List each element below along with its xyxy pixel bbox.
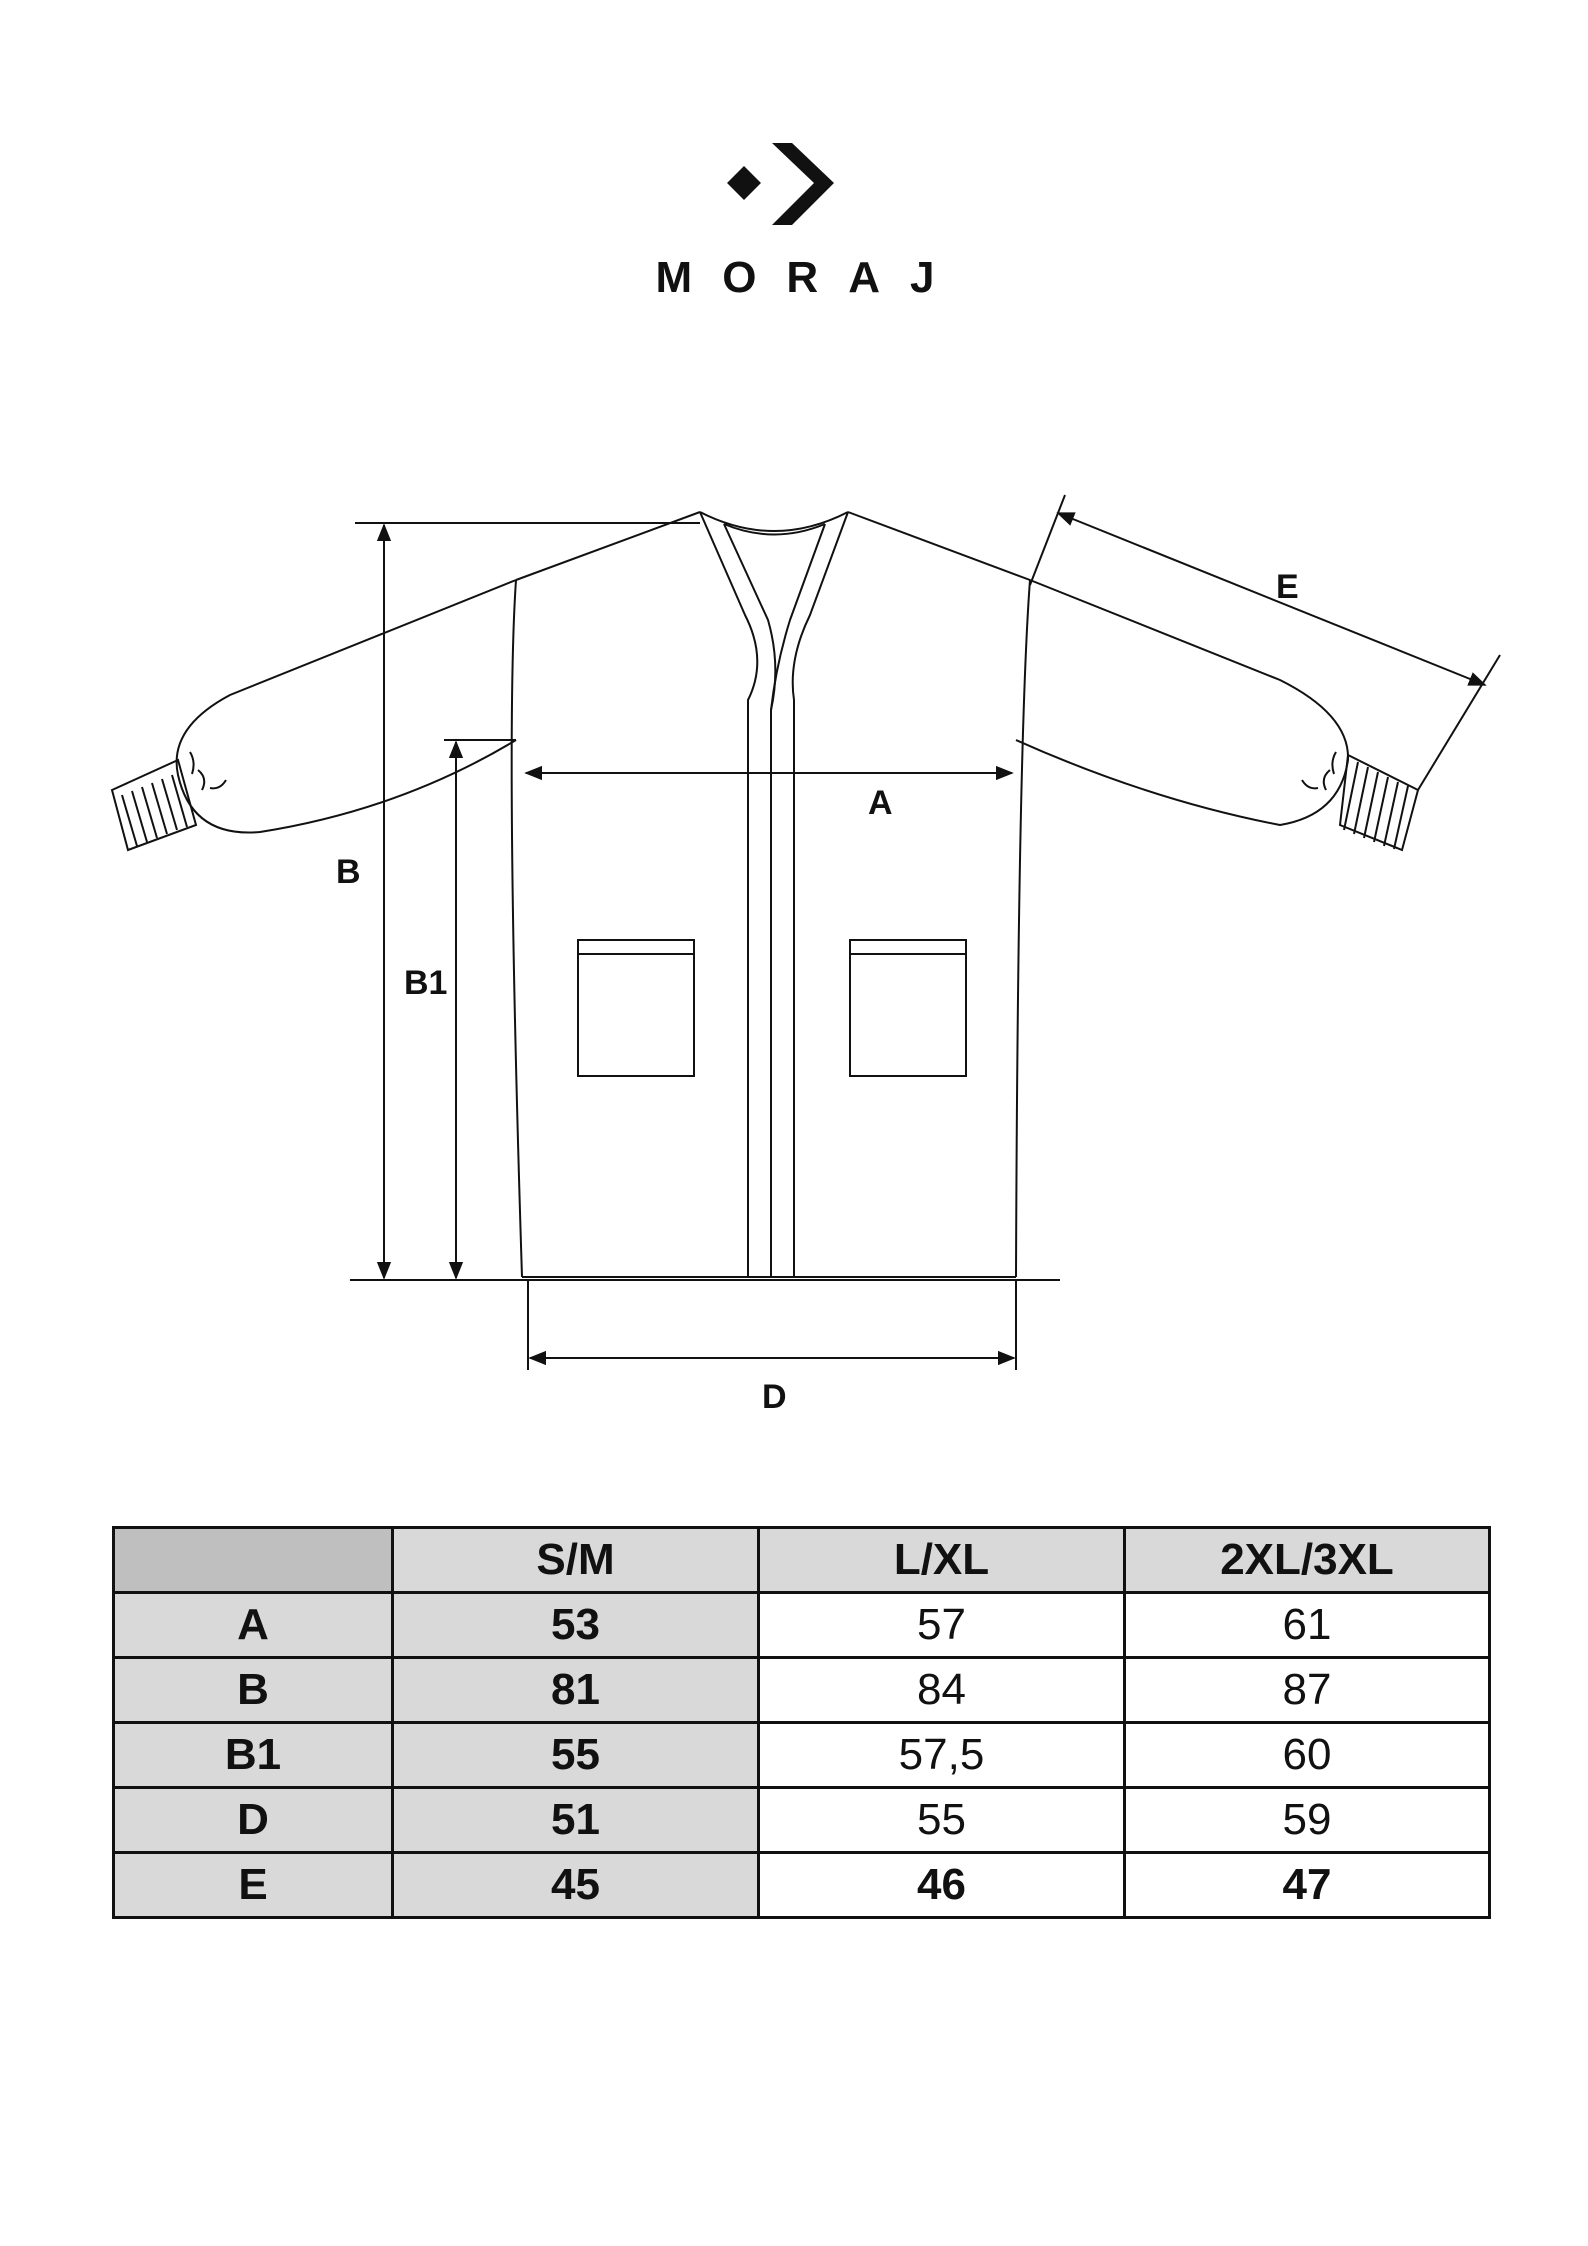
label-b: B xyxy=(336,853,361,891)
row-label: B xyxy=(114,1658,393,1723)
table-cell: 61 xyxy=(1125,1593,1490,1658)
row-label: D xyxy=(114,1788,393,1853)
table-cell: 84 xyxy=(759,1658,1125,1723)
table-cell: 57 xyxy=(759,1593,1125,1658)
table-cell: 87 xyxy=(1125,1658,1490,1723)
label-d: D xyxy=(762,1378,787,1416)
table-cell: 47 xyxy=(1125,1853,1490,1918)
label-b1: B1 xyxy=(404,964,448,1002)
table-row xyxy=(114,1853,1490,1918)
table-cell: 51 xyxy=(393,1788,759,1853)
table-row xyxy=(114,1788,1490,1853)
table-corner-cell xyxy=(114,1528,393,1593)
row-label: A xyxy=(114,1593,393,1658)
column-header-l-xl: L/XL xyxy=(759,1528,1125,1593)
table-cell: 55 xyxy=(393,1723,759,1788)
dimension-lines xyxy=(350,495,1500,1370)
table-header-row xyxy=(114,1528,1490,1593)
size-table xyxy=(112,1526,1491,1919)
table-row xyxy=(114,1593,1490,1658)
table-cell: 57,5 xyxy=(759,1723,1125,1788)
brand-logo xyxy=(600,135,990,310)
table-cell: 45 xyxy=(393,1853,759,1918)
logo-chevron-icon xyxy=(712,135,882,235)
table-cell: 53 xyxy=(393,1593,759,1658)
table-cell: 55 xyxy=(759,1788,1125,1853)
brand-name: MORAJ xyxy=(655,253,965,302)
label-a: A xyxy=(868,784,893,822)
table-cell: 81 xyxy=(393,1658,759,1723)
table-row xyxy=(114,1723,1490,1788)
column-header-2xl-3xl: 2XL/3XL xyxy=(1125,1528,1490,1593)
row-label: B1 xyxy=(114,1723,393,1788)
garment-diagram xyxy=(0,460,1588,1440)
row-label: E xyxy=(114,1853,393,1918)
label-e: E xyxy=(1276,568,1299,606)
column-header-s-m: S/M xyxy=(393,1528,759,1593)
table-cell: 59 xyxy=(1125,1788,1490,1853)
table-cell: 60 xyxy=(1125,1723,1490,1788)
cardigan-outline xyxy=(112,512,1418,1277)
table-row xyxy=(114,1658,1490,1723)
table-cell: 46 xyxy=(759,1853,1125,1918)
